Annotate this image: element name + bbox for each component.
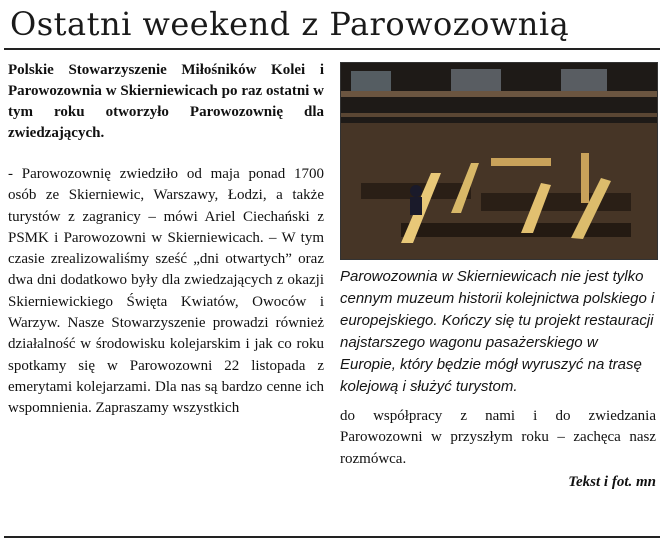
bottom-rule <box>4 536 660 538</box>
article-credit: Tekst i fot. mn <box>568 473 656 490</box>
top-rule <box>4 48 660 50</box>
article-body-left: - Parowozownię zwiedziło od maja ponad 1700 osób ze Skierniewic, Warszawy, Łodzi, a także turystów z zagranicy – mówi Ariel Ciechański z PSMK i Parowozowni w Skierniewicach. – W tym czasie zrealizowaliśmy sześć „dni otwartych” oraz dwa dni dodatkowo były dla zwiedzających z okazji Skierniewickiego Święta Kwiatów, Owoców i Warzyw. Nasze Stowarzyszenie prowadzi również działalność w środowisku kolejarskim i jak co roku spotkamy się w Parowozowni 22 listopada z emerytami kolejarzami. Dla nas są bardzo cenne ich wspomnienia. Zapraszamy wszystkich <box>8 166 324 417</box>
article-body-right: do współpracy z nami i do zwiedzania Parowozowni w przyszłym roku – zachęca nasz rozmówca. <box>340 408 656 467</box>
left-column <box>8 60 324 420</box>
photo-illustration <box>341 63 657 259</box>
photo-caption: Parowozownia w Skierniewicach nie jest tylko cennym muzeum historii kolejnictwa polskiego i europejskiego. Kończy się tu projekt restauracji najstarszego wagonu pasażerskiego w Europie, który będzie mógł wyruszyć na trasę kolejową i służyć turystom. <box>340 268 655 395</box>
article-lead: Polskie Stowarzyszenie Miłośników Kolei i Parowozownia w Skierniewicach po raz ostatni w tym roku otworzyło Parowozownię dla zwiedzających. <box>8 62 324 141</box>
article-headline: Ostatni weekend z Parowozownią <box>10 5 570 43</box>
article-photo <box>340 62 658 260</box>
right-column <box>340 62 656 491</box>
